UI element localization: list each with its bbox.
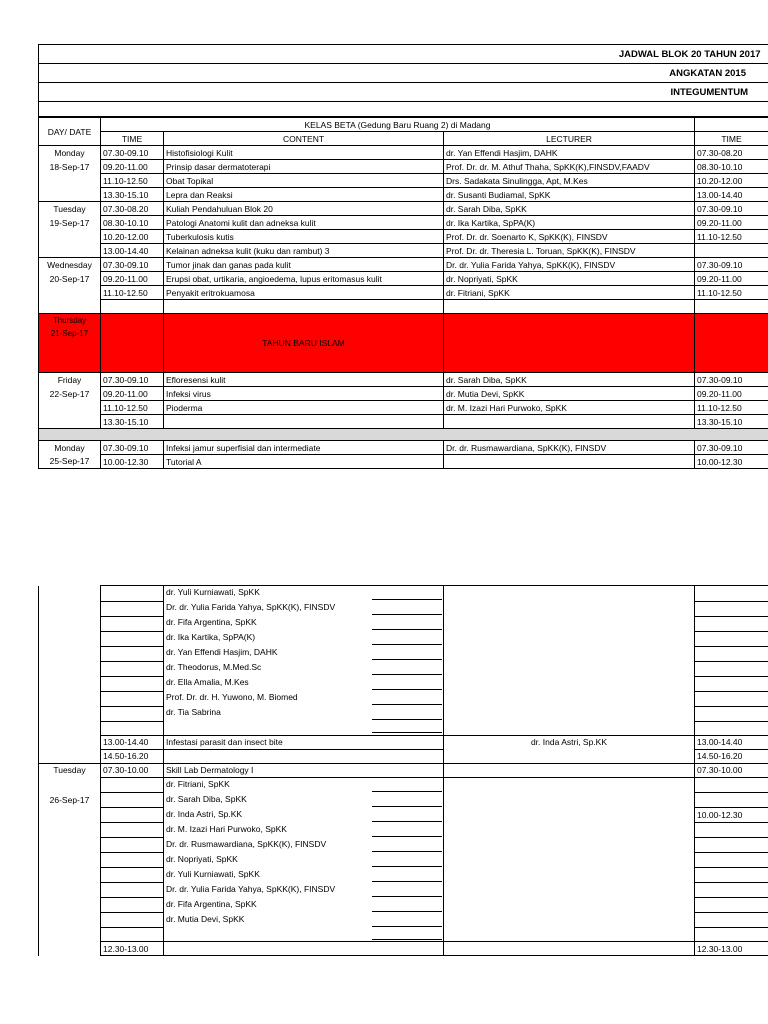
tutor-row — [39, 883, 768, 898]
cell-time2: 10.20-12.00 — [695, 174, 768, 188]
cell-time2: 11.10-12.50 — [695, 286, 768, 300]
signature-line — [372, 843, 442, 852]
cell-day — [39, 415, 101, 429]
cell-lecturer: dr. Sarah Diba, SpKK — [444, 373, 695, 387]
cell-day: Tuesday — [39, 763, 101, 777]
tutor-name: dr. Fifa Argentina, SpKK — [166, 898, 257, 909]
signature-line — [372, 711, 442, 720]
cell-lecturer: dr. Ika Kartika, SpPA(K) — [444, 216, 695, 230]
cell-day — [39, 174, 101, 188]
cell-day — [39, 749, 101, 763]
table-row — [39, 286, 768, 300]
cell-content: Kuliah Pendahuluan Blok 20 — [164, 202, 444, 216]
table-row — [39, 441, 768, 455]
signature-line — [372, 724, 442, 733]
signature-line — [372, 681, 442, 690]
title-table — [38, 44, 768, 117]
tutor-row — [39, 928, 768, 942]
table-row — [39, 455, 768, 469]
signature-line — [372, 918, 442, 927]
tutor-row — [39, 676, 768, 691]
cell-lecturer: Prof. Dr. dr. Theresia L. Toruan, SpKK(K), FINSDV — [444, 244, 695, 258]
cell-lecturer — [444, 300, 695, 314]
signature-line — [372, 783, 442, 792]
tutor-row — [39, 898, 768, 913]
cell-lecturer: Prof. Dr. dr. M. Athuf Thaha, SpKK(K),FINSDV,FAADV — [444, 160, 695, 174]
tutor-row — [39, 777, 768, 793]
signature-line — [372, 798, 442, 807]
schedule-table-2 — [38, 585, 768, 956]
schedule-page-1 — [38, 44, 768, 469]
tutor-row — [39, 868, 768, 883]
cell-time: 13.30-15.10 — [101, 188, 164, 202]
tutor-name: dr. M. Izazi Hari Purwoko, SpKK — [166, 823, 287, 834]
cell-day: Wednesday — [39, 258, 101, 272]
tutor-name: dr. Inda Astri, Sp.KK — [166, 808, 243, 819]
cell-time2: 09.20-11.00 — [695, 272, 768, 286]
tutor-name: dr. Fifa Argentina, SpKK — [166, 617, 257, 627]
cell-content: Prinsip dasar dermatoterapi — [164, 160, 444, 174]
cell-time: 11.10-12.50 — [101, 174, 164, 188]
table-row — [39, 415, 768, 429]
cell-time — [101, 300, 164, 314]
cell-content: Erupsi obat, urtikaria, angioedema, lupus eritomasus kulit — [164, 272, 444, 286]
cell-content: Skill Lab Dermatology I — [164, 763, 444, 777]
tutor-name: dr. Sarah Diba, SpKK — [166, 793, 247, 804]
tutor-name: dr. Tia Sabrina — [166, 707, 221, 717]
table-row — [39, 300, 768, 314]
cell-content: Lepra dan Reaksi — [164, 188, 444, 202]
table-row — [39, 174, 768, 188]
cell-content — [164, 415, 444, 429]
cell-time: 13.30-15.10 — [101, 415, 164, 429]
cell-lecturer: dr. Fitriani, SpKK — [444, 286, 695, 300]
cell-content: Pioderma — [164, 401, 444, 415]
tutor-name: Dr. dr. Yulia Farida Yahya, SpKK(K), FINSDV — [166, 883, 336, 894]
tutor-row — [39, 853, 768, 868]
tutor-name: Dr. dr. Yulia Farida Yahya, SpKK(K), FINSDV — [166, 602, 336, 612]
table-row — [39, 942, 768, 956]
cell-lecturer: dr. Inda Astri, Sp.KK — [444, 735, 695, 749]
cell-content: Infestasi parasit dan insect bite — [164, 735, 444, 749]
cell-content: Infeksi virus — [164, 387, 444, 401]
signature-line — [372, 931, 442, 940]
cell-time2: 10.00-12.30 — [695, 455, 768, 469]
cell-lecturer: dr. Susanti Budiamal, SpKK — [444, 188, 695, 202]
cell-time2: 07.30-09.10 — [695, 373, 768, 387]
cell-time: 10.00-12.30 — [101, 455, 164, 469]
cell-lecturer: dr. Yan Effendi Hasjim, DAHK — [444, 146, 695, 160]
table-row — [39, 387, 768, 401]
tutor-row — [39, 691, 768, 706]
cell-day: 19-Sep-17 — [39, 216, 101, 230]
tutor-row — [39, 646, 768, 661]
cell-day: Monday — [39, 146, 101, 160]
cell-time: 10.20-12.00 — [101, 230, 164, 244]
tutor-name: Prof. Dr. dr. H. Yuwono, M. Biomed — [166, 692, 298, 702]
cell-time: 07.30-10.00 — [101, 763, 164, 777]
time-header-2: TIME — [695, 132, 768, 146]
cell-time2: 14.50-16.20 — [695, 749, 768, 763]
holiday-day: Thursday — [52, 316, 87, 325]
cell-content: Efloresensi kulit — [164, 373, 444, 387]
cell-day: 22-Sep-17 — [39, 387, 101, 401]
cell-day: 25-Sep-17 — [39, 455, 101, 469]
cell-content: Tuberkulosis kutis — [164, 230, 444, 244]
cell-time: 09.20-11.00 — [101, 160, 164, 174]
signature-line — [372, 636, 442, 645]
cell-time2: 11.10-12.50 — [695, 230, 768, 244]
cell-time: 08.30-10.10 — [101, 216, 164, 230]
signature-line — [372, 813, 442, 822]
tutor-row — [39, 838, 768, 853]
table-row — [39, 272, 768, 286]
cell-lecturer: dr. Sarah Diba, SpKK — [444, 202, 695, 216]
schedule-table-1 — [38, 117, 768, 469]
cell-time2: 07.30-09.10 — [695, 441, 768, 455]
table-row — [39, 244, 768, 258]
cell-lecturer — [444, 415, 695, 429]
skill-date: 26-Sep-17 — [39, 793, 101, 808]
table-row — [39, 401, 768, 415]
tutor-name: dr. Fitriani, SpKK — [166, 778, 230, 789]
table-row — [39, 373, 768, 387]
tutor-row — [39, 721, 768, 735]
holiday-label: TAHUN BARU ISLAM — [164, 314, 444, 373]
cell-content — [164, 749, 444, 763]
tutor-row — [39, 631, 768, 646]
tutor-row — [39, 793, 768, 808]
block-name: INTEGUMENTUM — [670, 86, 749, 98]
cell-time2: 10.00-12.30 — [695, 808, 768, 823]
tutor-row — [39, 808, 768, 823]
table-row — [39, 749, 768, 763]
cell-lecturer — [444, 455, 695, 469]
signature-line — [372, 828, 442, 837]
cell-time: 12.30-13.00 — [101, 942, 164, 956]
tutor-name: dr. Mutia Devi, SpKK — [166, 913, 245, 924]
cell-time: 07.30-09.10 — [101, 146, 164, 160]
table-row — [39, 202, 768, 216]
cell-time2: 08.30-10.10 — [695, 160, 768, 174]
cell-content: Infeksi jamur superfisial dan intermediate — [164, 441, 444, 455]
cell-content: Penyakit eritrokuamosa — [164, 286, 444, 300]
cell-day: Friday — [39, 373, 101, 387]
cell-time2: 07.30-08.20 — [695, 146, 768, 160]
time-header: TIME — [101, 132, 164, 146]
tutor-name: dr. Theodorus, M.Med.Sc — [166, 662, 262, 672]
cell-time2 — [695, 244, 768, 258]
schedule-title: JADWAL BLOK 20 TAHUN 2017 — [618, 48, 761, 60]
tutor-row — [39, 706, 768, 721]
cell-lecturer: Prof. Dr. dr. Soenarto K, SpKK(K), FINSDV — [444, 230, 695, 244]
cohort-title: ANGKATAN 2015 — [669, 67, 747, 79]
table-row — [39, 216, 768, 230]
cell-content: Kelainan adneksa kulit (kuku dan rambut) 3 — [164, 244, 444, 258]
cell-day: Monday — [39, 441, 101, 455]
cell-lecturer: Dr. dr. Rusmawardiana, SpKK(K), FINSDV — [444, 441, 695, 455]
cell-time: 09.20-11.00 — [101, 272, 164, 286]
cell-time: 14.50-16.20 — [101, 749, 164, 763]
tutor-row — [39, 586, 768, 602]
signature-line — [372, 591, 442, 600]
class-header: KELAS BETA (Gedung Baru Ruang 2) di Madang — [101, 118, 695, 132]
cell-time: 13.00-14.40 — [101, 244, 164, 258]
signature-line — [372, 873, 442, 882]
cell-day: Tuesday — [39, 202, 101, 216]
cell-lecturer: dr. M. Izazi Hari Purwoko, SpKK — [444, 401, 695, 415]
signature-line — [372, 858, 442, 867]
cell-time: 07.30-09.10 — [101, 441, 164, 455]
cell-lecturer — [444, 763, 695, 777]
table-row — [39, 735, 768, 749]
holiday-date: 21-Sep-17 — [50, 329, 89, 338]
table-row — [39, 230, 768, 244]
tutor-row — [39, 616, 768, 631]
cell-day — [39, 230, 101, 244]
tutor-name: dr. Yuli Kurniawati, SpKK — [166, 587, 260, 597]
cell-time2: 13.30-15.10 — [695, 415, 768, 429]
cell-lecturer: dr. Mutia Devi, SpKK — [444, 387, 695, 401]
cell-time2: 09.20-11.00 — [695, 387, 768, 401]
cell-content: Tutorial A — [164, 455, 444, 469]
tutor-row — [39, 823, 768, 838]
signature-line — [372, 888, 442, 897]
cell-lecturer: dr. Nopriyati, SpKK — [444, 272, 695, 286]
tutor-name: Dr. dr. Rusmawardiana, SpKK(K), FINSDV — [166, 838, 327, 849]
cell-day — [39, 401, 101, 415]
cell-time: 07.30-09.10 — [101, 373, 164, 387]
tutor-row — [39, 601, 768, 616]
cell-time: 11.10-12.50 — [101, 401, 164, 415]
cell-day: 20-Sep-17 — [39, 272, 101, 286]
cell-lecturer: Dr. dr. Yulia Farida Yahya, SpKK(K), FINSDV — [444, 258, 695, 272]
schedule-page-2 — [38, 585, 768, 956]
table-row — [39, 188, 768, 202]
cell-content — [164, 300, 444, 314]
cell-content: Tumor jinak dan ganas pada kulit — [164, 258, 444, 272]
signature-line — [372, 696, 442, 705]
cell-time2: 07.30-09.10 — [695, 202, 768, 216]
day-date-header: DAY/ DATE — [39, 118, 101, 146]
cell-time2 — [695, 300, 768, 314]
cell-day — [39, 300, 101, 314]
tutor-name: dr. Yan Effendi Hasjim, DAHK — [166, 647, 278, 657]
table-row — [39, 763, 768, 777]
cell-day — [39, 735, 101, 749]
cell-content: Histofisiologi Kulit — [164, 146, 444, 160]
tutor-name: dr. Ika Kartika, SpPA(K) — [166, 632, 256, 642]
cell-time2: 13.00-14.40 — [695, 735, 768, 749]
cell-time: 07.30-08.20 — [101, 202, 164, 216]
lecturer-header: LECTURER — [444, 132, 695, 146]
content-header: CONTENT — [164, 132, 444, 146]
cell-day — [39, 188, 101, 202]
table-row — [39, 258, 768, 272]
signature-line — [372, 903, 442, 912]
tutor-row — [39, 913, 768, 928]
table-row — [39, 146, 768, 160]
cell-time2: 07.30-10.00 — [695, 763, 768, 777]
signature-line — [372, 651, 442, 660]
holiday-row — [39, 314, 768, 373]
tutor-name: dr. Yuli Kurniawati, SpKK — [166, 868, 260, 879]
cell-day — [39, 244, 101, 258]
cell-time2: 12.30-13.00 — [695, 942, 768, 956]
cell-content: Patologi Anatomi kulit dan adneksa kulit — [164, 216, 444, 230]
cell-time2: 07.30-09.10 — [695, 258, 768, 272]
table-row — [39, 160, 768, 174]
cell-time: 11.10-12.50 — [101, 286, 164, 300]
tutor-name: dr. Nopriyati, SpKK — [166, 853, 238, 864]
cell-time: 07.30-09.10 — [101, 258, 164, 272]
cell-time2: 13.00-14.40 — [695, 188, 768, 202]
cell-day — [39, 286, 101, 300]
cell-time2: 11.10-12.50 — [695, 401, 768, 415]
tutor-row — [39, 661, 768, 676]
cell-time: 13.00-14.40 — [101, 735, 164, 749]
tutor-name: dr. Ella Amalia, M.Kes — [166, 677, 249, 687]
cell-lecturer — [444, 749, 695, 763]
cell-lecturer: Drs. Sadakata Sinulingga, Apt, M.Kes — [444, 174, 695, 188]
cell-time2: 09.20-11.00 — [695, 216, 768, 230]
signature-line — [372, 621, 442, 630]
signature-line — [372, 666, 442, 675]
signature-line — [372, 606, 442, 615]
cell-time: 09.20-11.00 — [101, 387, 164, 401]
cell-content: Obat Topikal — [164, 174, 444, 188]
cell-day: 18-Sep-17 — [39, 160, 101, 174]
